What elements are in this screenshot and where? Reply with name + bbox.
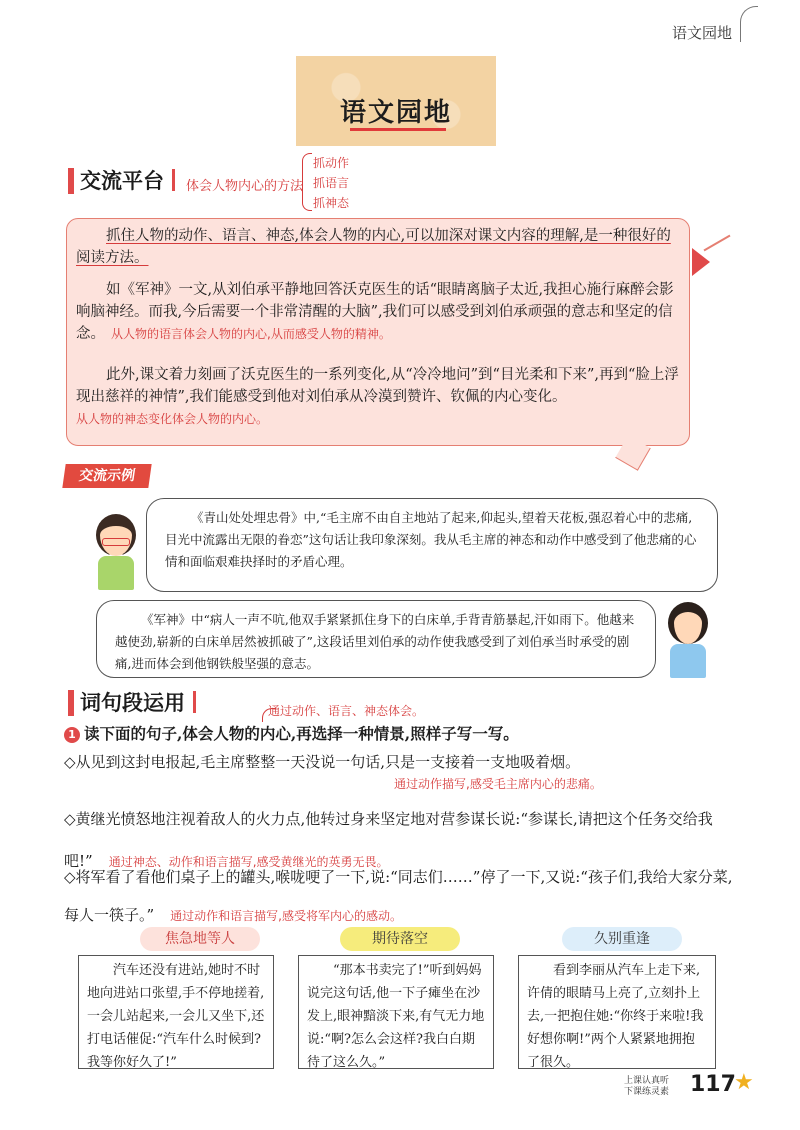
star-icon: ★ xyxy=(734,1070,754,1095)
title-underline xyxy=(350,128,446,131)
paragraph-text: 抓住人物的动作、语言、神态,体会人物的内心,可以加深对课文内容的理解,是一种很好的阅读方法。 xyxy=(76,228,671,266)
example-label: 交流示例 xyxy=(62,464,151,488)
example-sentence-3 xyxy=(64,858,740,935)
sentence-text: ◇将军看了看他们桌子上的罐头,喉咙哽了一下,说:“同志们……”停了一下,又说:“孩子们,我给大家分菜,每人一筷子。” xyxy=(64,868,733,924)
paragraph-note: 从人物的语言体会人物的内心,从而感受人物的精神。 xyxy=(111,327,391,341)
task-note: 通过动作、语言、神态体会。 xyxy=(268,704,425,718)
card-title-1: 焦急地等人 xyxy=(140,927,260,951)
method-item: 抓动作 xyxy=(313,156,350,170)
header-tag: 语文园地 xyxy=(672,24,733,42)
section-heading-platform xyxy=(68,168,175,194)
card-title-2: 期待落空 xyxy=(340,927,460,951)
scenario-card-3: 看到李丽从汽车上走下来,许倩的眼睛马上亮了,立刻扑上去,一把抱住她:“你终于来啦!我好想你啊!”两个人紧紧地拥抱了很久。 xyxy=(518,955,716,1069)
example-sentence-1: ◇从见到这封电报起,毛主席整整一天没说一句话,只是一支接着一支地吸着烟。 xyxy=(64,753,581,771)
sentence-note-3: 通过动作和语言描写,感受将军内心的感动。 xyxy=(170,909,402,923)
flag-icon xyxy=(692,248,710,276)
glasses-icon xyxy=(102,538,130,546)
bubble-text: 《军神》中“病人一声不吭,他双手紧紧抓住身下的白床单,手背青筋暴起,汗如雨下。他越来越使劲,崭新的白床单居然被抓破了”,这段话里刘伯承的动作使我感受到了刘伯承当时承受的剧痛,进而体会到他钢铁般坚强的意志。 xyxy=(115,612,635,671)
paragraph-note: 从人物的神态变化体会人物的内心。 xyxy=(76,412,269,426)
platform-paragraph-1 xyxy=(76,225,682,269)
girl-illustration xyxy=(660,602,716,678)
section-heading-label: 词句段运用 xyxy=(80,691,185,715)
page-number: 117 xyxy=(690,1072,736,1097)
heading-bar xyxy=(172,169,175,191)
section-heading-label: 交流平台 xyxy=(80,169,164,193)
footer-slogan xyxy=(624,1076,669,1098)
platform-paragraph-2 xyxy=(76,279,682,345)
method-list xyxy=(313,153,349,213)
brace-icon xyxy=(302,153,312,211)
heading-bar xyxy=(193,691,196,713)
flag-string xyxy=(704,235,731,252)
scenario-card-1: 汽车还没有进站,她时不时地向进站口张望,手不停地搓着,一会儿站起来,一会儿又坐下,还打电话催促:“汽车什么时候到?我等你好久了!” xyxy=(78,955,274,1069)
sentence-note-1: 通过动作描写,感受毛主席内心的悲痛。 xyxy=(394,777,602,791)
section-heading-usage xyxy=(68,690,196,716)
page-title: 语文园地 xyxy=(339,98,452,128)
paragraph-text: 此外,课文着力刻画了沃克医生的一系列变化,从“冷冷地问”到“目光柔和下来”,再到“脸上浮现出慈祥的神情”,我们能感受到他对刘伯承从冷漠到赞许、钦佩的内心变化。 xyxy=(76,367,679,405)
method-item: 抓语言 xyxy=(313,176,350,190)
card-title-3: 久别重逢 xyxy=(562,927,682,951)
boy-illustration xyxy=(88,514,144,590)
footer-slogan-line: 下课练灵素 xyxy=(624,1087,670,1097)
sentence-text: ◇黄继光愤怒地注视着敌人的火力点,他转过身来坚定地对营参谋长说:“参谋长,请把这个任务交给我吧!” xyxy=(64,810,713,870)
task-text: 读下面的句子,体会人物的内心,再选择一种情景,照样子写一写。 xyxy=(84,724,519,743)
platform-paragraph-3 xyxy=(76,364,682,430)
task-number-badge: 1 xyxy=(64,727,80,743)
speech-bubble-1 xyxy=(146,498,718,592)
task-instruction xyxy=(64,722,519,744)
sentence-note-2: 通过神态、动作和语言描写,感受黄继光的英勇无畏。 xyxy=(108,855,389,869)
paragraph-text: 如《军神》一文,从刘伯承平静地回答沃克医生的话“眼睛离脑子太近,我担心施行麻醉会影响脑神经。而我,今后需要一个非常清醒的大脑”,我们可以感受到刘伯承顽强的意志和坚定的信念。 xyxy=(76,282,674,342)
bubble-text: 《青山处处埋忠骨》中,“毛主席不由自主地站了起来,仰起头,望着天花板,强忍着心中的悲痛,目光中流露出无限的眷恋”这句话让我印象深刻。我从毛主席的神态和动作中感受到了他悲痛的心情和面临艰难抉择时的矛盾心理。 xyxy=(165,510,697,569)
footer-slogan-line: 上课认真听 xyxy=(624,1076,670,1086)
method-item: 抓神态 xyxy=(313,196,350,210)
corner-decoration xyxy=(740,6,758,42)
speech-bubble-2 xyxy=(96,600,656,678)
scenario-card-2: “那本书卖完了!”听到妈妈说完这句话,他一下子瘫坐在沙发上,眼神黯淡下来,有气无力地说:“啊?怎么会这样?我白白期待了这么久。” xyxy=(298,955,494,1069)
method-note: 体会人物内心的方法 xyxy=(186,179,304,194)
